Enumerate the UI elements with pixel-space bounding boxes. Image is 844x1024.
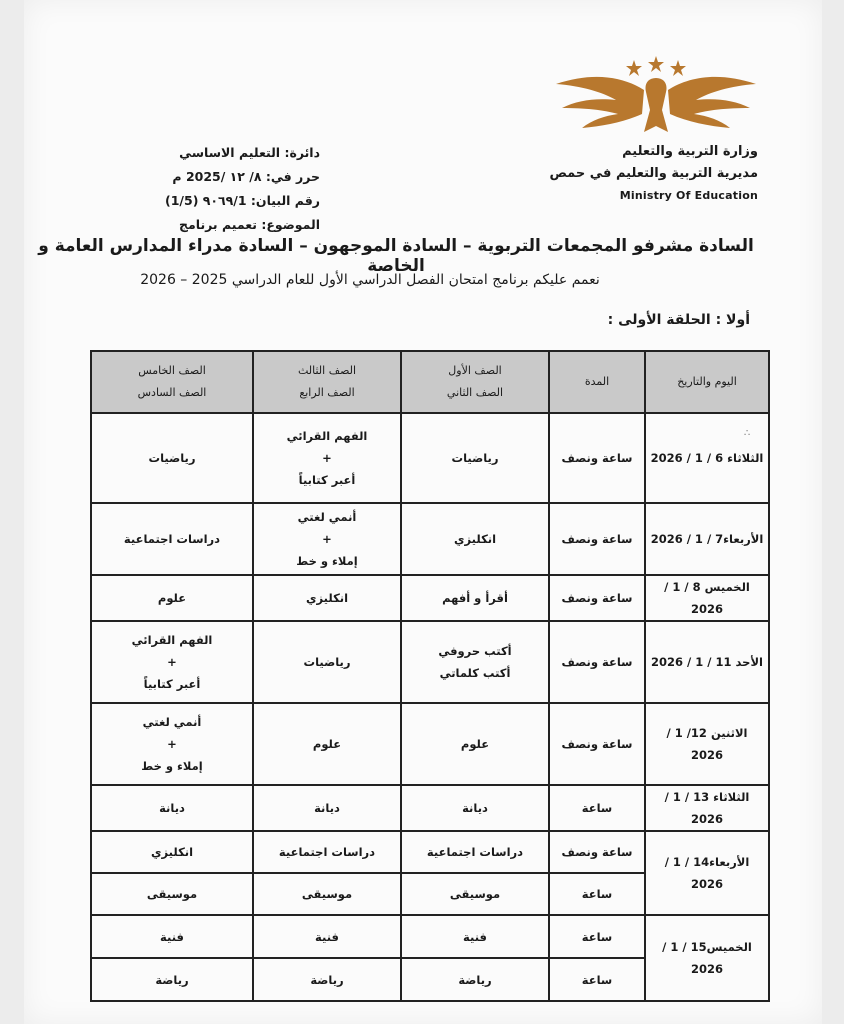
header-grades-3-4: الصف الثالث الصف الرابع [253, 351, 401, 413]
day-date-cell: الاثنين 12/ 1 / 2026 [645, 703, 769, 785]
grades-5-6-cell: رياضيات [91, 413, 253, 503]
duration-cell: ساعة ونصف [549, 831, 645, 873]
day-date-cell: الأربعاء14 / 1 / 2026 [645, 831, 769, 915]
reference-number: رقم البيان: ٩٠٦٩/1 (1/5) [165, 193, 320, 208]
grades-3-4-cell: رياضة [253, 958, 401, 1001]
grades-5-6-cell: فنية [91, 915, 253, 958]
grades-5-6-cell: دراسات اجتماعية [91, 503, 253, 575]
grades-3-4-cell: أنمي لغتي + إملاء و خط [253, 503, 401, 575]
issue-date: حرر في: ٨/ ١٢ /2025 م [172, 169, 320, 184]
day-date-cell: الأربعاء7 / 1 / 2026 [645, 503, 769, 575]
grades-1-2-cell: انكليزي [401, 503, 549, 575]
table-row [91, 575, 769, 621]
grades-3-4-cell: فنية [253, 915, 401, 958]
duration-cell: ساعة ونصف [549, 413, 645, 503]
duration-cell: ساعة ونصف [549, 575, 645, 621]
grades-1-2-cell: رياضة [401, 958, 549, 1001]
table-row [91, 503, 769, 575]
grades-5-6-cell: انكليزي [91, 831, 253, 873]
table-row [91, 621, 769, 703]
intro-text: نعمم عليكم برنامج امتحان الفصل الدراسي الأول للعام الدراسي 2025 – 2026 [140, 272, 600, 288]
exam-schedule-table [90, 350, 770, 1002]
day-date-cell: الثلاثاء 6 / 1 / 2026 [645, 413, 769, 503]
day-date-cell: الخميس15 / 1 / 2026 [645, 915, 769, 1001]
duration-cell: ساعة ونصف [549, 621, 645, 703]
grades-5-6-cell: الفهم القرائي + أعبر كتابياً [91, 621, 253, 703]
grades-1-2-cell: فنية [401, 915, 549, 958]
duration-cell: ساعة ونصف [549, 703, 645, 785]
grades-3-4-cell: موسيقى [253, 873, 401, 915]
table-row [91, 915, 769, 958]
grades-1-2-cell: علوم [401, 703, 549, 785]
section-title: أولا : الحلقة الأولى : [607, 312, 750, 328]
day-date-cell: الخميس 8 / 1 / 2026 [645, 575, 769, 621]
header-grades-1-2: الصف الأول الصف الثاني [401, 351, 549, 413]
grades-1-2-cell: موسيقى [401, 873, 549, 915]
grades-5-6-cell: علوم [91, 575, 253, 621]
table-header-row [91, 351, 769, 413]
grades-5-6-cell: موسيقى [91, 873, 253, 915]
header-duration: المدة [549, 351, 645, 413]
scan-mark: ∴ [744, 428, 751, 439]
table-row [91, 831, 769, 873]
department: دائرة: التعليم الاساسي [179, 145, 320, 160]
ministry-header [549, 141, 758, 207]
header-day-date: اليوم والتاريخ [645, 351, 769, 413]
grades-3-4-cell: ديانة [253, 785, 401, 831]
grades-3-4-cell: الفهم القرائي + أعبر كتابياً [253, 413, 401, 503]
header-grades-5-6: الصف الخامس الصف السادس [91, 351, 253, 413]
grades-1-2-cell: دراسات اجتماعية [401, 831, 549, 873]
table-row [91, 785, 769, 831]
duration-cell: ساعة [549, 958, 645, 1001]
addressees: السادة مشرفو المجمعات التربوية – السادة الموجهون – السادة مدراء المدارس العامة و الخاصة [38, 236, 754, 276]
eagle-emblem-icon [552, 50, 760, 140]
grades-1-2-cell: رياضيات [401, 413, 549, 503]
grades-5-6-cell: ديانة [91, 785, 253, 831]
directorate-name: مديرية التربية والتعليم في حمص [549, 166, 758, 181]
grades-3-4-cell: انكليزي [253, 575, 401, 621]
ministry-english-name: Ministry Of Education [619, 189, 758, 202]
table-row [91, 703, 769, 785]
grades-5-6-cell: رياضة [91, 958, 253, 1001]
day-date-cell: الثلاثاء 13 / 1 / 2026 [645, 785, 769, 831]
duration-cell: ساعة [549, 915, 645, 958]
grades-3-4-cell: دراسات اجتماعية [253, 831, 401, 873]
grades-1-2-cell: ديانة [401, 785, 549, 831]
document-meta [150, 141, 320, 237]
table-row [91, 413, 769, 503]
grades-1-2-cell: أقرأ و أفهم [401, 575, 549, 621]
grades-3-4-cell: علوم [253, 703, 401, 785]
grades-5-6-cell: أنمي لغتي + إملاء و خط [91, 703, 253, 785]
duration-cell: ساعة ونصف [549, 503, 645, 575]
day-date-cell: الأحد 11 / 1 / 2026 [645, 621, 769, 703]
grades-1-2-cell: أكتب حروفي أكتب كلماتي [401, 621, 549, 703]
ministry-name: وزارة التربية والتعليم [622, 144, 758, 159]
duration-cell: ساعة [549, 873, 645, 915]
subject: الموضوع: تعميم برنامج [179, 217, 320, 232]
grades-3-4-cell: رياضيات [253, 621, 401, 703]
duration-cell: ساعة [549, 785, 645, 831]
